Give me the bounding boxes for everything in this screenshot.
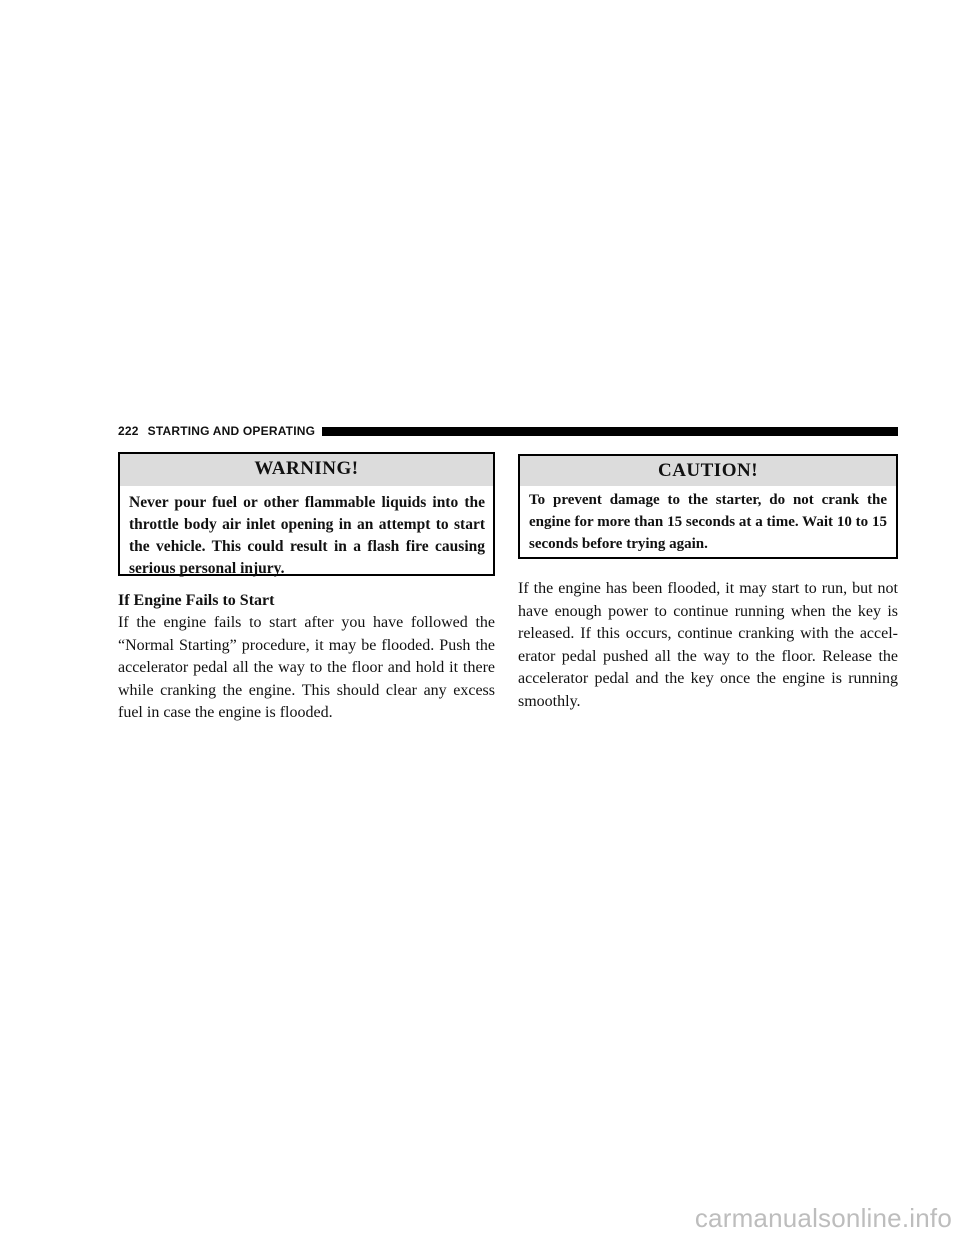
- page-header: [118, 424, 898, 438]
- caution-title: CAUTION!: [520, 456, 896, 486]
- warning-title: WARNING!: [120, 454, 493, 486]
- paragraph-engine-fails: If the engine fails to start after you have followed the “Normal Starting” procedure, it may be flooded. Push the accelerator pedal all the way to the floor and hold it there while cranking the engine. This should clear any excess fuel in case the engine is flooded.: [118, 614, 495, 721]
- header-rule: [322, 427, 898, 436]
- section-title: STARTING AND OPERATING: [147, 424, 316, 438]
- section-heading: If Engine Fails to Start: [118, 592, 275, 609]
- warning-box: [118, 452, 495, 576]
- warning-text: Never pour fuel or other flammable liquids into the throttle body air inlet opening in an attempt to start the vehicle. This could result in a flash fire causing serious personal injury.: [129, 494, 485, 577]
- paragraph-flooded: If the engine has been flooded, it may start to run, but not have enough power to continue running when the key is released. If this occurs, continue cranking with the accel-erator pedal pushed all the way to the floor. Release the accelerator pedal and the key once the engine is running smoothly.: [518, 580, 898, 710]
- caution-text: To prevent damage to the starter, do not crank the engine for more than 15 seconds at a time. Wait 10 to 15 seconds before trying again.: [529, 492, 887, 552]
- watermark: carmanualsonline.info: [694, 1203, 952, 1233]
- page-number: 222: [118, 424, 139, 438]
- caution-box: [518, 454, 898, 559]
